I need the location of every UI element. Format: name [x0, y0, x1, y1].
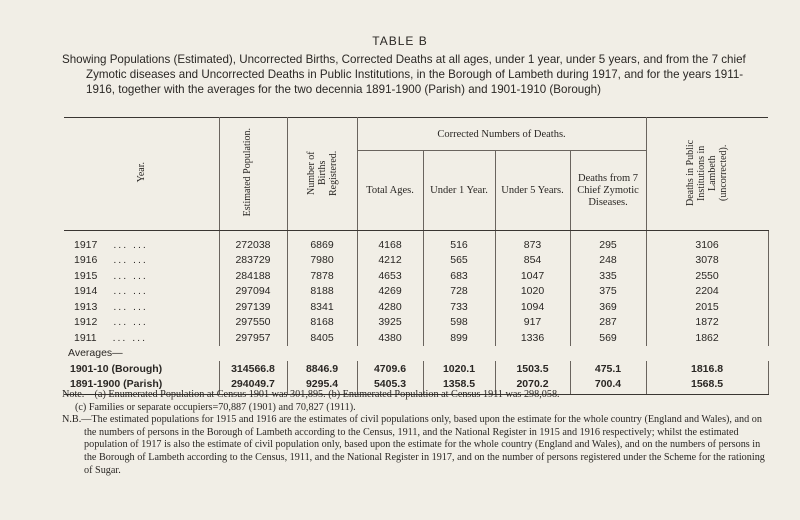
header-population: Estimated Population.: [219, 118, 287, 231]
under5-cell: 1336: [495, 330, 570, 346]
zymotic-cell: 248: [570, 253, 646, 269]
table-row: [64, 268, 768, 284]
institutions-cell: 2015: [646, 299, 768, 315]
zymotic-cell: 369: [570, 299, 646, 315]
under1-cell: 1020.1: [423, 361, 495, 377]
average-label-cell: 1901-10 (Borough): [64, 361, 219, 377]
year-cell: 1912 ... ...: [64, 315, 219, 331]
year-cell: 1913 ... ...: [64, 299, 219, 315]
under1-cell: 1358.5: [423, 377, 495, 395]
births-cell: 7980: [287, 253, 357, 269]
institutions-cell: 1568.5: [646, 377, 768, 395]
total-cell: 4380: [357, 330, 423, 346]
under5-cell: 1094: [495, 299, 570, 315]
institutions-cell: 3078: [646, 253, 768, 269]
average-label-cell: 1891-1900 (Parish): [64, 377, 219, 395]
header-zymotic: Deaths from 7 Chief Zymotic Diseases.: [570, 151, 646, 231]
table-row: [64, 284, 768, 300]
population-cell: 283729: [219, 253, 287, 269]
header-year: Year.: [64, 118, 219, 231]
births-cell: 8168: [287, 315, 357, 331]
zymotic-cell: 375: [570, 284, 646, 300]
under1-cell: 683: [423, 268, 495, 284]
population-cell: 314566.8: [219, 361, 287, 377]
under1-cell: 899: [423, 330, 495, 346]
under5-cell: 2070.2: [495, 377, 570, 395]
institutions-cell: 1862: [646, 330, 768, 346]
table-row: [64, 253, 768, 269]
table-caption: Showing Populations (Estimated), Uncorrected Births, Corrected Deaths at all ages, under 1 year, under 5 years, and from the 7 chief Zymotic diseases and Uncorrected Deaths in Public Institutions, in the Borough of Lambeth during 1917, and for the years 1911-1916, together with the averages for the two decennia 1891-1900 (Parish) and 1901-1910 (Borough): [62, 53, 746, 96]
note-a: Note.—(a) Enumerated Population at Census 1901 was 301,895. (b) Enumerated Population at Census 1911 was 298,058.: [62, 389, 560, 400]
under1-cell: 516: [423, 231, 495, 253]
under5-cell: 1020: [495, 284, 570, 300]
population-cell: 297957: [219, 330, 287, 346]
total-cell: 4269: [357, 284, 423, 300]
births-cell: 8846.9: [287, 361, 357, 377]
average-row: [64, 361, 768, 377]
institutions-cell: 3106: [646, 231, 768, 253]
zymotic-cell: 700.4: [570, 377, 646, 395]
year-cell: 1916 ... ...: [64, 253, 219, 269]
year-cell: 1911 ... ...: [64, 330, 219, 346]
header-total-ages: Total Ages.: [357, 151, 423, 231]
total-cell: 5405.3: [357, 377, 423, 395]
year-cell: 1915 ... ...: [64, 268, 219, 284]
total-cell: 4212: [357, 253, 423, 269]
total-cell: 4653: [357, 268, 423, 284]
header-corrected-deaths: Corrected Numbers of Deaths.: [357, 118, 646, 151]
zymotic-cell: 475.1: [570, 361, 646, 377]
header-births: Number of Births Registered.: [287, 118, 357, 231]
year-cell: 1917 ... ...: [64, 231, 219, 253]
births-cell: 8405: [287, 330, 357, 346]
births-cell: 8188: [287, 284, 357, 300]
table-row: [64, 299, 768, 315]
note-nb: N.B.—The estimated populations for 1915 and 1916 are the estimates of civil populations only, based upon the estimate for the whole country (England and Wales), and on the numbers of persons in the Borough of Lambeth according to the Census, 1911, and the National Register in 1915 and 1916 respectively; whilst the estimated population of 1917 is also the estimate of civil population only, based upon the estimate for the whole country (England and Wales), and on the numbers of persons in the Borough of Lambeth according to the Census, 1911, and the National Register in 1917, and on the number of persons registered under the Scheme for the rationing of Sugar.: [62, 414, 765, 476]
table-row: [64, 330, 768, 346]
under5-cell: 854: [495, 253, 570, 269]
note-c: (c) Families or separate occupiers=70,887 (1901) and 70,827 (1911).: [75, 401, 356, 413]
institutions-cell: 1816.8: [646, 361, 768, 377]
births-cell: 8341: [287, 299, 357, 315]
footnotes: [62, 389, 772, 477]
zymotic-cell: 335: [570, 268, 646, 284]
institutions-cell: 2204: [646, 284, 768, 300]
under1-cell: 728: [423, 284, 495, 300]
population-cell: 294049.7: [219, 377, 287, 395]
averages-heading-row: [64, 346, 768, 362]
zymotic-cell: 287: [570, 315, 646, 331]
zymotic-cell: 569: [570, 330, 646, 346]
averages-label: Averages—: [68, 347, 123, 360]
table-row: [64, 315, 768, 331]
population-cell: 284188: [219, 268, 287, 284]
under5-cell: 1047: [495, 268, 570, 284]
statistics-table: [64, 117, 769, 395]
header-under-5: Under 5 Years.: [495, 151, 570, 231]
births-cell: 7878: [287, 268, 357, 284]
institutions-cell: 1872: [646, 315, 768, 331]
under1-cell: 598: [423, 315, 495, 331]
births-cell: 6869: [287, 231, 357, 253]
under1-cell: 733: [423, 299, 495, 315]
zymotic-cell: 295: [570, 231, 646, 253]
table-title: TABLE B: [372, 34, 428, 48]
births-cell: 9295.4: [287, 377, 357, 395]
total-cell: 4280: [357, 299, 423, 315]
table-row: [64, 231, 768, 253]
total-cell: 4709.6: [357, 361, 423, 377]
under5-cell: 1503.5: [495, 361, 570, 377]
population-cell: 297139: [219, 299, 287, 315]
under5-cell: 917: [495, 315, 570, 331]
institutions-cell: 2550: [646, 268, 768, 284]
population-cell: 272038: [219, 231, 287, 253]
header-institutions: Deaths in Public Institutions in Lambeth (uncorrected).: [646, 118, 768, 231]
under1-cell: 565: [423, 253, 495, 269]
population-cell: 297094: [219, 284, 287, 300]
total-cell: 3925: [357, 315, 423, 331]
total-cell: 4168: [357, 231, 423, 253]
population-cell: 297550: [219, 315, 287, 331]
under5-cell: 873: [495, 231, 570, 253]
year-cell: 1914 ... ...: [64, 284, 219, 300]
header-under-1: Under 1 Year.: [423, 151, 495, 231]
